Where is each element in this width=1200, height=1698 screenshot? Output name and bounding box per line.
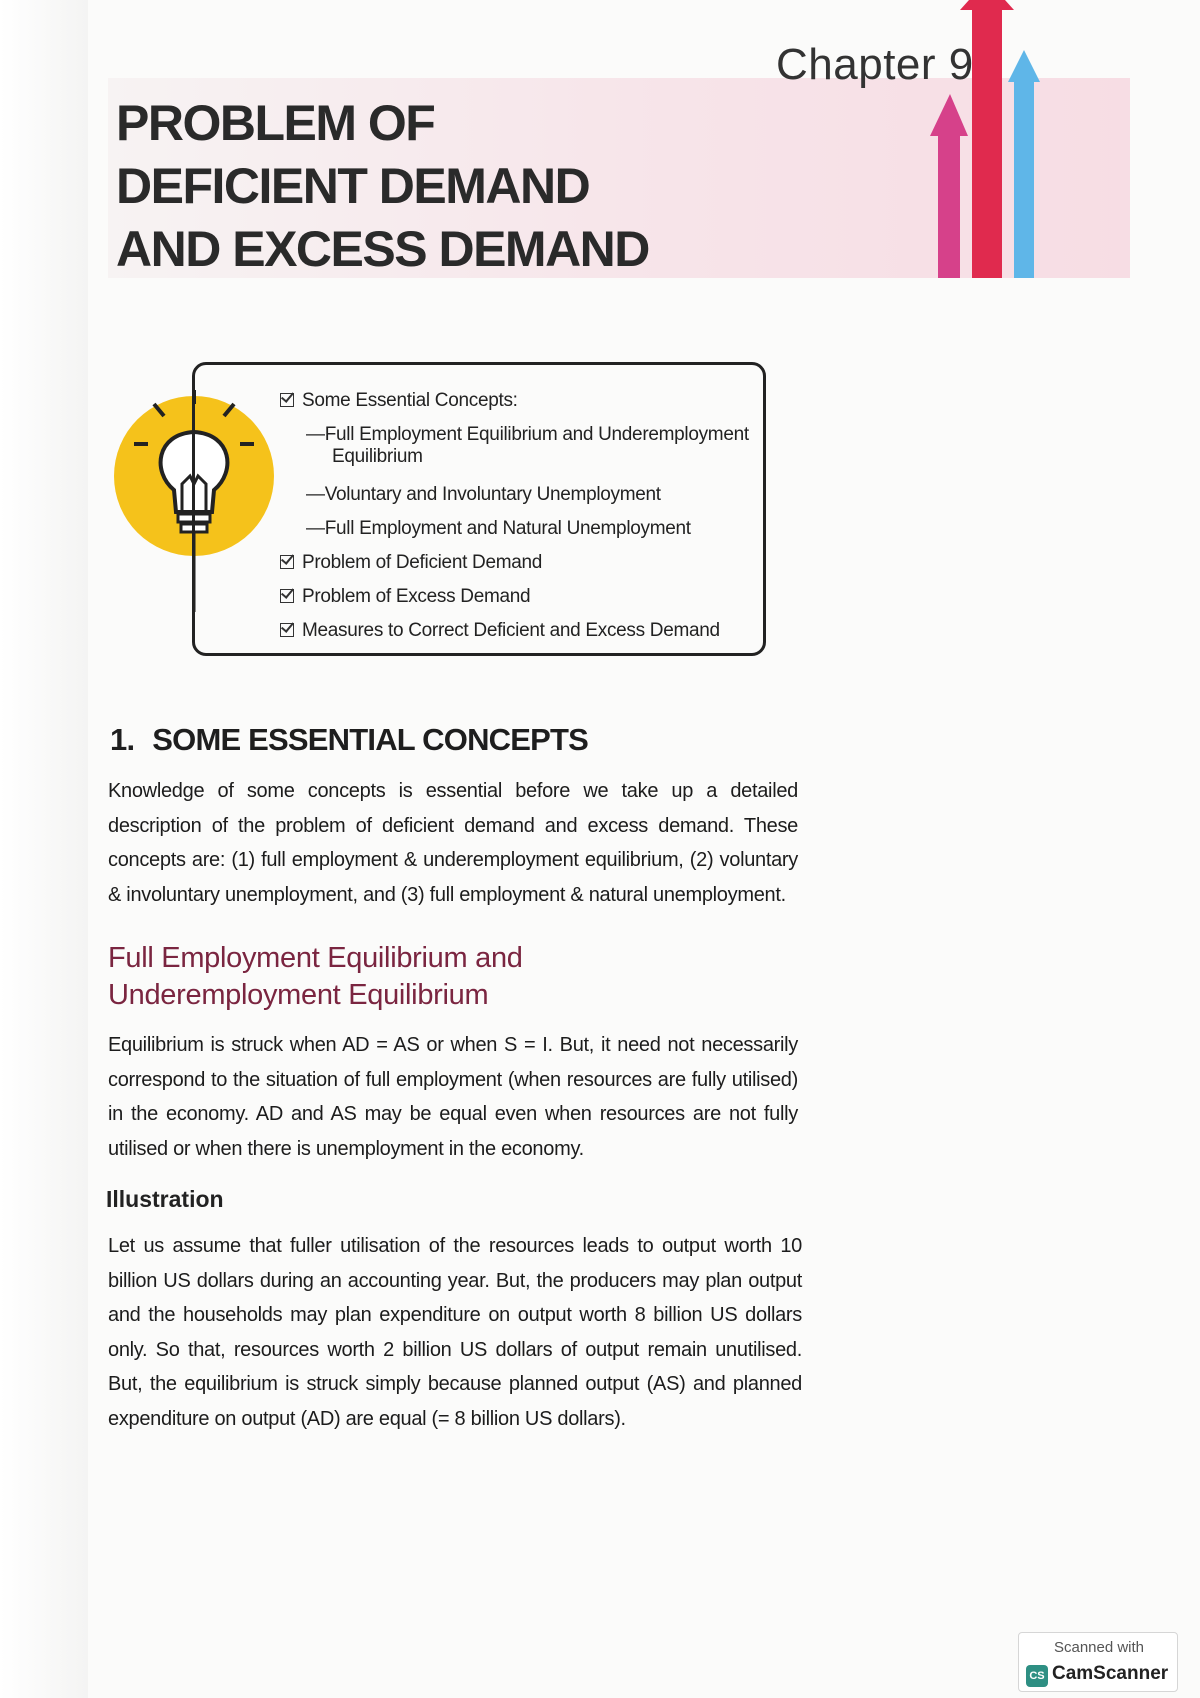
page-edge (0, 0, 88, 1698)
illustration-paragraph: Let us assume that fuller utilisation of the resources leads to output worth 10 billion US dollars during an accounting year. But, the producers may plan output and the households may plan expenditure on output worth 8 billion US dollars only. So that, resources worth 2 billion US dollars of output remain unutilised. But, the equilibrium is struck simply because planned output (AS) and planned expenditure on output (AD) are equal (= 8 billion US dollars). (108, 1235, 802, 1430)
camscanner-logo-icon: CS (1026, 1665, 1048, 1687)
illustration-heading: Illustration (106, 1186, 224, 1212)
section-heading: 1. SOME ESSENTIAL CONCEPTS (110, 722, 589, 757)
checkbox-icon (280, 589, 294, 603)
summary-subitem: —Full Employment and Natural Unemployment (306, 518, 691, 539)
subsection-heading: Full Employment Equilibrium and Underemployment Equilibrium (108, 942, 523, 1011)
summary-item: Measures to Correct Deficient and Excess Demand (280, 614, 760, 648)
camscanner-badge (1018, 1632, 1178, 1692)
section-intro-paragraph: Knowledge of some concepts is essential before we take up a detailed description of the problem of deficient demand and excess demand. These concepts are: (1) full employment & underemployment equilibrium, (2) voluntary & involuntary unemployment, and (3) full employment & natural unemployment. (108, 780, 798, 906)
summary-subitem: —Full Employment Equilibrium and Underemployment (306, 424, 749, 445)
camscanner-caption: Scanned with (1053, 1639, 1145, 1656)
summary-subitem: —Voluntary and Involuntary Unemployment (306, 484, 661, 505)
arrow-pink (930, 94, 968, 278)
checkbox-icon (280, 555, 294, 569)
summary-item: Some Essential Concepts: (280, 384, 760, 418)
chapter-title: PROBLEM OF DEFICIENT DEMAND AND EXCESS DEMAND (116, 95, 649, 277)
summary-item: Problem of Deficient Demand (280, 546, 760, 580)
chapter-label: Chapter 9 (776, 40, 974, 89)
chapter-summary-list (280, 384, 760, 648)
arrow-red-tip (960, 0, 1014, 10)
arrow-blue (1008, 50, 1040, 278)
camscanner-name: CamScanner (1052, 1663, 1169, 1684)
summary-item: Problem of Excess Demand (280, 580, 760, 614)
summary-subitem-continued: Equilibrium (332, 446, 423, 467)
subsection-body-paragraph: Equilibrium is struck when AD = AS or when S = I. But, it need not necessarily correspond to the situation of full employment (when resources are fully utilised) in the economy. AD and AS may be equal even when resources are not fully utilised or when there is unemployment in the economy. (108, 1034, 798, 1160)
checkbox-icon (280, 623, 294, 637)
checkbox-icon (280, 393, 294, 407)
